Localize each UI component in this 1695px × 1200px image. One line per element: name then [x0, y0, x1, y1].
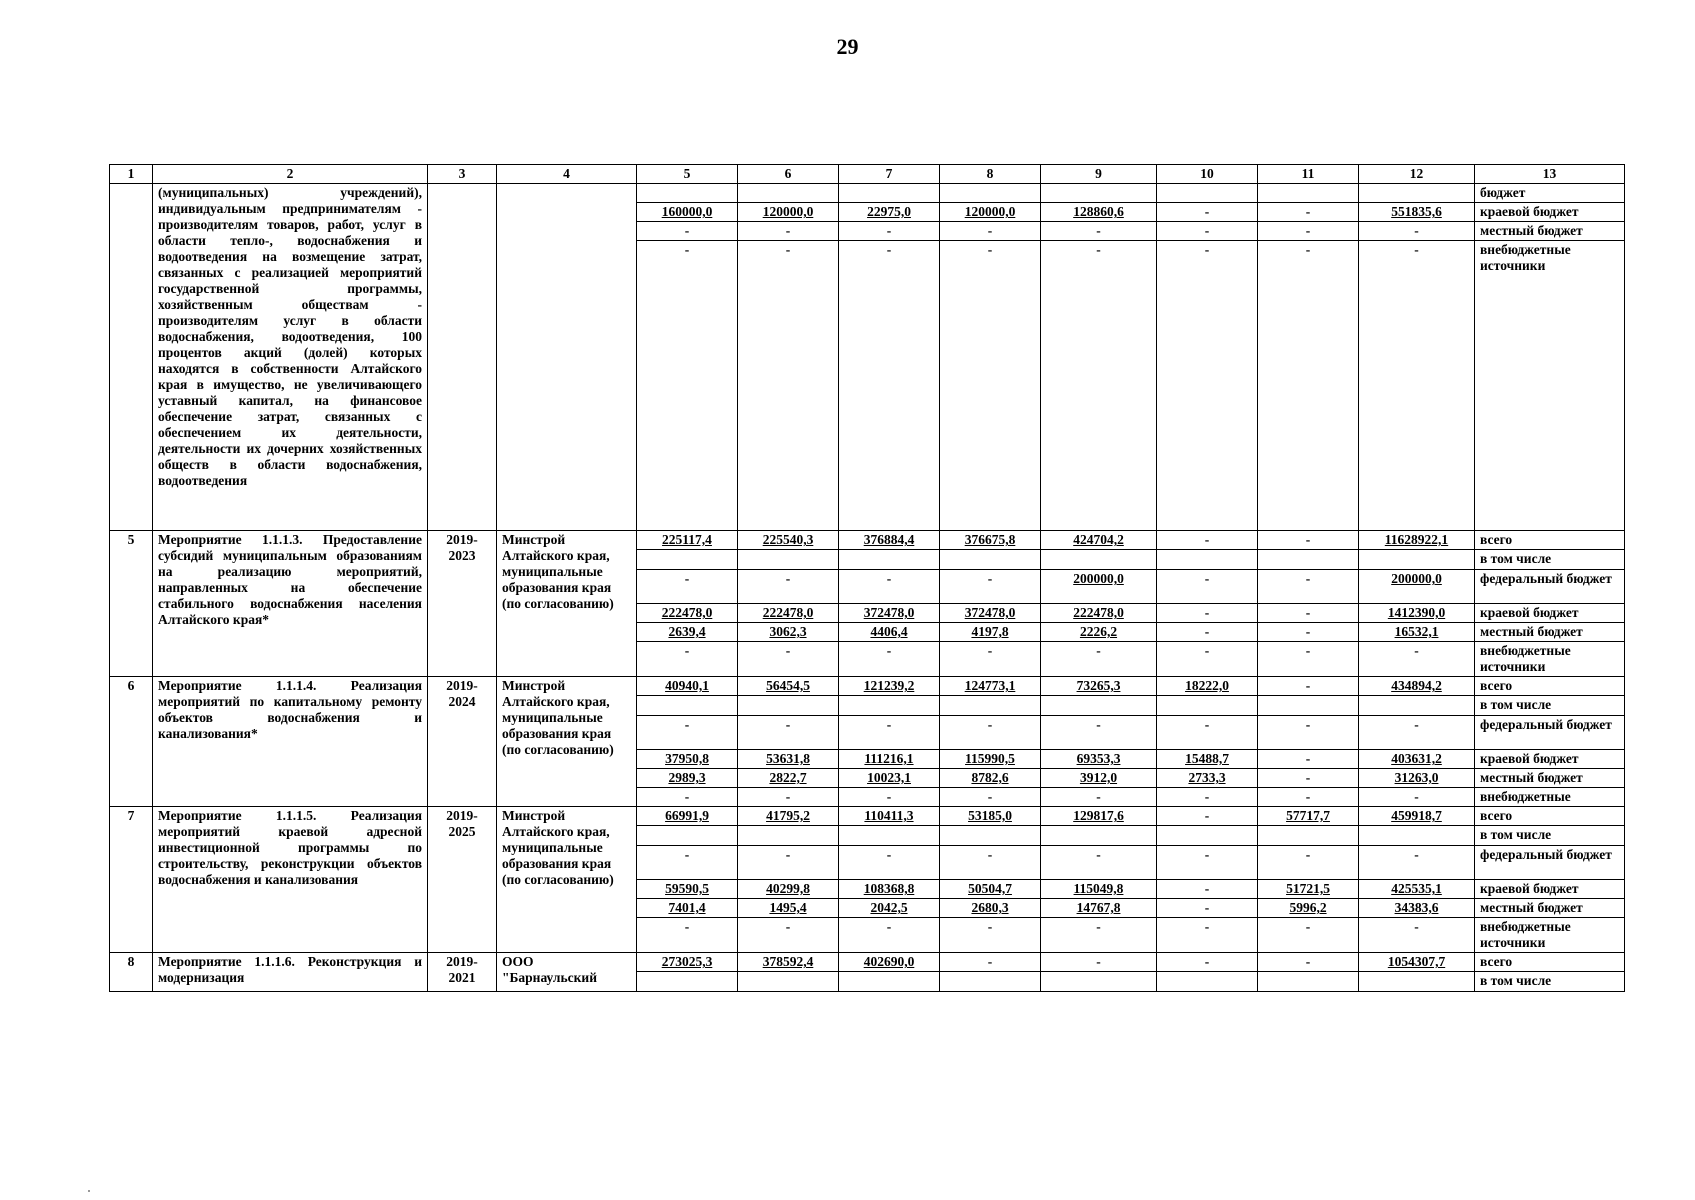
value-cell: -: [1041, 716, 1157, 750]
value-cell: [1258, 550, 1359, 570]
value-cell: 222478,0: [738, 604, 839, 623]
value-cell: [1258, 826, 1359, 846]
value-cell: [1157, 550, 1258, 570]
value-cell: 424704,2: [1041, 531, 1157, 550]
value-cell: 372478,0: [839, 604, 940, 623]
value-cell: -: [839, 570, 940, 604]
scan-speck: [88, 1190, 90, 1192]
column-number: 13: [1475, 165, 1625, 184]
value-cell: 53631,8: [738, 750, 839, 769]
value-cell: [738, 696, 839, 716]
value-cell: -: [1157, 531, 1258, 550]
value-cell: 3062,3: [738, 623, 839, 642]
value-cell: 2733,3: [1157, 769, 1258, 788]
value-cell: 51721,5: [1258, 880, 1359, 899]
value-cell: -: [1359, 788, 1475, 807]
value-cell: 160000,0: [637, 203, 738, 222]
value-cell: [637, 826, 738, 846]
value-cell: [839, 972, 940, 992]
funding-source: федеральный бюджет: [1475, 716, 1625, 750]
value-cell: -: [738, 788, 839, 807]
header-row: [110, 165, 1625, 184]
value-cell: -: [1157, 807, 1258, 826]
funding-source: в том числе: [1475, 696, 1625, 716]
measure-name: Мероприятие 1.1.1.5. Реализация мероприятий краевой адресной инвестиционной программы по строительству, реконструкции объектов водоснабжения и канализования: [153, 807, 428, 953]
value-cell: 110411,3: [839, 807, 940, 826]
value-cell: 376675,8: [940, 531, 1041, 550]
value-cell: 115990,5: [940, 750, 1041, 769]
value-cell: 50504,7: [940, 880, 1041, 899]
value-cell: -: [1041, 241, 1157, 531]
funding-source: в том числе: [1475, 550, 1625, 570]
value-cell: [1157, 972, 1258, 992]
value-cell: 111216,1: [839, 750, 940, 769]
row-number-cell: [110, 184, 153, 531]
value-cell: -: [839, 241, 940, 531]
executor: Минстрой Алтайского края, муниципальные образования края (по согласованию): [497, 677, 637, 807]
value-cell: 66991,9: [637, 807, 738, 826]
value-cell: 57717,7: [1258, 807, 1359, 826]
page-number: 29: [836, 34, 859, 59]
value-cell: 7401,4: [637, 899, 738, 918]
value-cell: 1412390,0: [1359, 604, 1475, 623]
executor-cell: [497, 184, 637, 531]
value-cell: 225540,3: [738, 531, 839, 550]
value-cell: 40299,8: [738, 880, 839, 899]
value-cell: 2639,4: [637, 623, 738, 642]
value-cell: -: [637, 241, 738, 531]
column-number: 7: [839, 165, 940, 184]
period: 2019-2024: [428, 677, 497, 807]
value-cell: [1041, 184, 1157, 203]
value-cell: -: [738, 846, 839, 880]
value-cell: -: [1157, 716, 1258, 750]
value-cell: -: [738, 241, 839, 531]
funding-source: всего: [1475, 953, 1625, 972]
value-cell: [940, 550, 1041, 570]
value-cell: [1359, 826, 1475, 846]
value-cell: 403631,2: [1359, 750, 1475, 769]
value-cell: -: [1157, 880, 1258, 899]
value-cell: 222478,0: [1041, 604, 1157, 623]
value-cell: [940, 826, 1041, 846]
value-cell: 1054307,7: [1359, 953, 1475, 972]
value-cell: -: [1157, 203, 1258, 222]
table-row: [110, 184, 1625, 203]
value-cell: 4406,4: [839, 623, 940, 642]
value-cell: 402690,0: [839, 953, 940, 972]
value-cell: [1258, 972, 1359, 992]
value-cell: [637, 696, 738, 716]
funding-source: внебюджетные источники: [1475, 642, 1625, 677]
funding-source: местный бюджет: [1475, 222, 1625, 241]
value-cell: 120000,0: [940, 203, 1041, 222]
value-cell: -: [839, 222, 940, 241]
value-cell: -: [940, 570, 1041, 604]
period-cell: [428, 184, 497, 531]
value-cell: [839, 696, 940, 716]
value-cell: -: [940, 642, 1041, 677]
funding-source: краевой бюджет: [1475, 203, 1625, 222]
value-cell: [637, 184, 738, 203]
value-cell: -: [1041, 918, 1157, 953]
value-cell: [1041, 972, 1157, 992]
value-cell: -: [1359, 846, 1475, 880]
value-cell: [1258, 184, 1359, 203]
value-cell: -: [1258, 788, 1359, 807]
value-cell: 120000,0: [738, 203, 839, 222]
period: 2019-2021: [428, 953, 497, 992]
period: 2019-2025: [428, 807, 497, 953]
value-cell: -: [637, 716, 738, 750]
value-cell: -: [1258, 531, 1359, 550]
value-cell: -: [1359, 642, 1475, 677]
value-cell: 10023,1: [839, 769, 940, 788]
funding-source: в том числе: [1475, 972, 1625, 992]
funding-source: местный бюджет: [1475, 899, 1625, 918]
value-cell: -: [1157, 846, 1258, 880]
value-cell: [738, 550, 839, 570]
value-cell: -: [839, 716, 940, 750]
value-cell: 425535,1: [1359, 880, 1475, 899]
value-cell: -: [738, 642, 839, 677]
column-number: 10: [1157, 165, 1258, 184]
funding-source: внебюджетные источники: [1475, 918, 1625, 953]
value-cell: [1157, 696, 1258, 716]
value-cell: 128860,6: [1041, 203, 1157, 222]
value-cell: -: [940, 241, 1041, 531]
measure-name: Мероприятие 1.1.1.6. Реконструкция и модернизация: [153, 953, 428, 992]
funding-source: краевой бюджет: [1475, 880, 1625, 899]
value-cell: 115049,8: [1041, 880, 1157, 899]
value-cell: -: [1157, 570, 1258, 604]
value-cell: 34383,6: [1359, 899, 1475, 918]
value-cell: -: [1258, 846, 1359, 880]
value-cell: [1359, 550, 1475, 570]
value-cell: -: [839, 846, 940, 880]
measure-name: Мероприятие 1.1.1.3. Предоставление субсидий муниципальным образованиям на реализацию мероприятий, направленных на обеспечение стабильного водоснабжения населения Алтайского края*: [153, 531, 428, 677]
value-cell: -: [1157, 604, 1258, 623]
value-cell: [839, 550, 940, 570]
value-cell: -: [940, 222, 1041, 241]
value-cell: 434894,2: [1359, 677, 1475, 696]
measure-name: (муниципальных) учреждений), индивидуальным предпринимателям - производителям товаров, работ, услуг в области тепло-, водоснабжения и водоотведения на возмещение затрат, связанных с реализацией мероприятий государственной программы, хозяйственным обществам - производителям услуг в области водоснабжения, водоотведения, 100 процентов акций (долей) которых находятся в собственности Алтайского края в имущество, не увеличивающего уставный капитал, на финансовое обеспечение затрат, связанных с обеспечением их деятельности, деятельности их дочерних хозяйственных обществ в области водоснабжения, водоотведения: [153, 184, 428, 531]
value-cell: 69353,3: [1041, 750, 1157, 769]
value-cell: -: [1258, 769, 1359, 788]
value-cell: -: [738, 918, 839, 953]
value-cell: -: [1258, 604, 1359, 623]
value-cell: [1258, 696, 1359, 716]
column-number: 3: [428, 165, 497, 184]
value-cell: -: [1258, 623, 1359, 642]
value-cell: -: [1258, 203, 1359, 222]
executor: ООО "Барнаульский: [497, 953, 637, 992]
value-cell: -: [1258, 716, 1359, 750]
value-cell: 4197,8: [940, 623, 1041, 642]
value-cell: [839, 184, 940, 203]
value-cell: 1495,4: [738, 899, 839, 918]
column-number: 4: [497, 165, 637, 184]
funding-source: краевой бюджет: [1475, 604, 1625, 623]
executor: Минстрой Алтайского края, муниципальные образования края (по согласованию): [497, 531, 637, 677]
value-cell: 2989,3: [637, 769, 738, 788]
value-cell: -: [1258, 918, 1359, 953]
value-cell: 41795,2: [738, 807, 839, 826]
value-cell: [738, 184, 839, 203]
value-cell: -: [1258, 953, 1359, 972]
funding-source: всего: [1475, 531, 1625, 550]
period: 2019-2023: [428, 531, 497, 677]
funding-source: федеральный бюджет: [1475, 846, 1625, 880]
value-cell: [738, 972, 839, 992]
value-cell: -: [1258, 222, 1359, 241]
value-cell: -: [637, 788, 738, 807]
column-number: 6: [738, 165, 839, 184]
value-cell: -: [1359, 716, 1475, 750]
column-number: 8: [940, 165, 1041, 184]
value-cell: [1041, 696, 1157, 716]
funding-source: всего: [1475, 677, 1625, 696]
budget-table: [109, 164, 1625, 992]
value-cell: [1157, 826, 1258, 846]
table-row: [110, 677, 1625, 696]
value-cell: -: [839, 642, 940, 677]
value-cell: 14767,8: [1041, 899, 1157, 918]
value-cell: -: [1041, 222, 1157, 241]
value-cell: [1359, 972, 1475, 992]
column-number: 12: [1359, 165, 1475, 184]
value-cell: [1359, 696, 1475, 716]
value-cell: 40940,1: [637, 677, 738, 696]
value-cell: [940, 696, 1041, 716]
value-cell: 121239,2: [839, 677, 940, 696]
value-cell: 200000,0: [1041, 570, 1157, 604]
value-cell: -: [1157, 623, 1258, 642]
value-cell: 108368,8: [839, 880, 940, 899]
funding-source: внебюджетные источники: [1475, 241, 1625, 531]
value-cell: 225117,4: [637, 531, 738, 550]
value-cell: -: [1359, 918, 1475, 953]
funding-source: местный бюджет: [1475, 623, 1625, 642]
row-number: 6: [110, 677, 153, 807]
value-cell: 22975,0: [839, 203, 940, 222]
value-cell: -: [1157, 788, 1258, 807]
value-cell: 53185,0: [940, 807, 1041, 826]
value-cell: -: [1258, 241, 1359, 531]
table-row: [110, 807, 1625, 826]
row-number: 5: [110, 531, 153, 677]
value-cell: 59590,5: [637, 880, 738, 899]
value-cell: -: [940, 918, 1041, 953]
funding-source: внебюджетные: [1475, 788, 1625, 807]
value-cell: -: [1157, 918, 1258, 953]
value-cell: 2226,2: [1041, 623, 1157, 642]
value-cell: 222478,0: [637, 604, 738, 623]
value-cell: -: [940, 716, 1041, 750]
value-cell: [940, 972, 1041, 992]
value-cell: [738, 826, 839, 846]
value-cell: 200000,0: [1359, 570, 1475, 604]
value-cell: -: [637, 642, 738, 677]
value-cell: 56454,5: [738, 677, 839, 696]
value-cell: 459918,7: [1359, 807, 1475, 826]
value-cell: -: [1157, 222, 1258, 241]
value-cell: -: [1258, 750, 1359, 769]
value-cell: -: [940, 953, 1041, 972]
value-cell: 37950,8: [637, 750, 738, 769]
value-cell: -: [1157, 953, 1258, 972]
value-cell: -: [1157, 642, 1258, 677]
value-cell: 31263,0: [1359, 769, 1475, 788]
funding-source: федеральный бюджет: [1475, 570, 1625, 604]
value-cell: 15488,7: [1157, 750, 1258, 769]
value-cell: 2042,5: [839, 899, 940, 918]
row-number: 8: [110, 953, 153, 992]
column-number: 1: [110, 165, 153, 184]
funding-source: всего: [1475, 807, 1625, 826]
funding-source: местный бюджет: [1475, 769, 1625, 788]
value-cell: 18222,0: [1157, 677, 1258, 696]
value-cell: 378592,4: [738, 953, 839, 972]
value-cell: 551835,6: [1359, 203, 1475, 222]
funding-source: бюджет: [1475, 184, 1625, 203]
value-cell: -: [637, 918, 738, 953]
funding-source: краевой бюджет: [1475, 750, 1625, 769]
value-cell: -: [738, 222, 839, 241]
value-cell: -: [1258, 642, 1359, 677]
value-cell: 2822,7: [738, 769, 839, 788]
value-cell: [1041, 550, 1157, 570]
value-cell: -: [1041, 953, 1157, 972]
value-cell: -: [1041, 788, 1157, 807]
value-cell: [637, 972, 738, 992]
value-cell: 3912,0: [1041, 769, 1157, 788]
value-cell: 124773,1: [940, 677, 1041, 696]
value-cell: -: [1258, 570, 1359, 604]
value-cell: 16532,1: [1359, 623, 1475, 642]
value-cell: 273025,3: [637, 953, 738, 972]
value-cell: -: [637, 222, 738, 241]
column-number: 5: [637, 165, 738, 184]
value-cell: [1359, 184, 1475, 203]
value-cell: -: [839, 918, 940, 953]
value-cell: -: [940, 788, 1041, 807]
value-cell: -: [1258, 677, 1359, 696]
value-cell: [1041, 826, 1157, 846]
value-cell: -: [738, 716, 839, 750]
value-cell: [637, 550, 738, 570]
value-cell: -: [1041, 846, 1157, 880]
measure-name: Мероприятие 1.1.1.4. Реализация мероприятий по капитальному ремонту объектов водоснабжения и канализования*: [153, 677, 428, 807]
value-cell: [1157, 184, 1258, 203]
value-cell: 8782,6: [940, 769, 1041, 788]
value-cell: -: [738, 570, 839, 604]
value-cell: 11628922,1: [1359, 531, 1475, 550]
value-cell: 372478,0: [940, 604, 1041, 623]
value-cell: -: [637, 846, 738, 880]
table-row: [110, 953, 1625, 972]
value-cell: -: [637, 570, 738, 604]
value-cell: 129817,6: [1041, 807, 1157, 826]
column-number: 11: [1258, 165, 1359, 184]
value-cell: -: [839, 788, 940, 807]
column-number: 9: [1041, 165, 1157, 184]
value-cell: -: [1041, 642, 1157, 677]
value-cell: -: [1359, 241, 1475, 531]
value-cell: -: [1359, 222, 1475, 241]
table-row: [110, 531, 1625, 550]
funding-source: в том числе: [1475, 826, 1625, 846]
value-cell: 376884,4: [839, 531, 940, 550]
value-cell: 2680,3: [940, 899, 1041, 918]
value-cell: -: [1157, 899, 1258, 918]
row-number: 7: [110, 807, 153, 953]
value-cell: -: [940, 846, 1041, 880]
value-cell: 73265,3: [1041, 677, 1157, 696]
value-cell: 5996,2: [1258, 899, 1359, 918]
value-cell: -: [1157, 241, 1258, 531]
value-cell: [839, 826, 940, 846]
column-number: 2: [153, 165, 428, 184]
value-cell: [940, 184, 1041, 203]
executor: Минстрой Алтайского края, муниципальные образования края (по согласованию): [497, 807, 637, 953]
